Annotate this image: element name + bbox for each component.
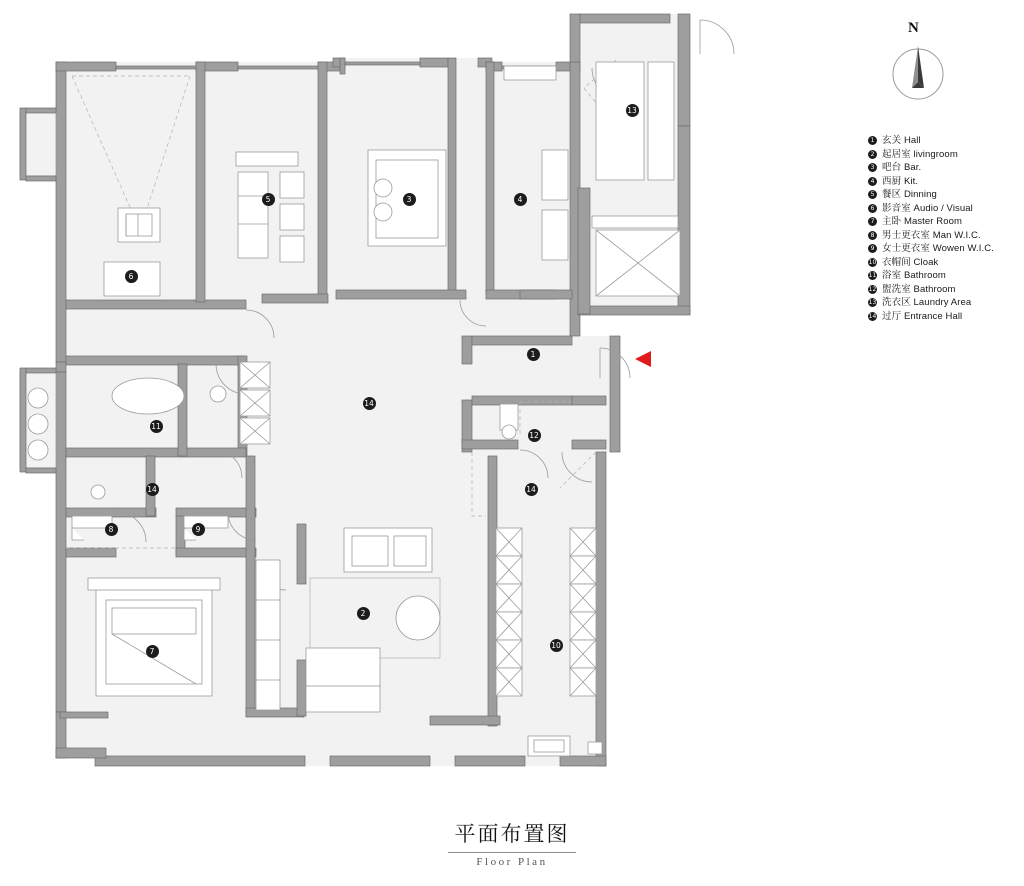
legend-label-7: 主卧 Master Room — [882, 216, 963, 227]
legend-item-10 — [868, 257, 1018, 268]
legend-badge-12: 12 — [868, 285, 877, 293]
legend-item-11 — [868, 270, 1018, 281]
legend-badge-5: 5 — [868, 190, 877, 199]
legend-item-12 — [868, 284, 1018, 295]
compass-north-label: N — [908, 20, 919, 36]
room-marker-12: 12 — [529, 430, 539, 440]
legend-item-6 — [868, 203, 1018, 214]
legend-badge-2: 2 — [868, 150, 877, 159]
legend-badge-4: 4 — [868, 177, 877, 186]
legend — [868, 135, 1018, 324]
legend-item-8 — [868, 230, 1018, 241]
legend-badge-11: 11 — [868, 272, 877, 279]
room-marker-10: 10 — [551, 640, 561, 650]
legend-item-1 — [868, 135, 1018, 146]
legend-badge-3: 3 — [868, 163, 877, 172]
legend-label-2: 起居室 livingroom — [882, 148, 958, 160]
room-marker-8: 8 — [105, 523, 118, 536]
room-marker-6: 6 — [125, 270, 138, 283]
red-arrow-marker — [633, 349, 655, 371]
legend-label-4: 西厨 Kit. — [882, 175, 919, 187]
legend-label-8: 男士更衣室 Man W.I.C. — [882, 229, 981, 241]
room-marker-14: 14 — [526, 484, 536, 494]
room-marker-7: 7 — [146, 645, 159, 658]
legend-badge-9: 9 — [868, 244, 877, 253]
compass-north-icon — [889, 38, 947, 110]
legend-label-9: 女士更衣室 Wowen W.I.C. — [882, 243, 994, 254]
room-marker-4: 4 — [514, 193, 527, 206]
legend-badge-7: 7 — [868, 217, 877, 226]
page-title-en: Floor Plan — [476, 856, 548, 868]
legend-badge-13: 13 — [868, 299, 877, 306]
legend-label-14: 过厅 Entrance Hall — [882, 310, 963, 322]
legend-label-11: 浴室 Bathroom — [882, 270, 946, 281]
room-marker-3: 3 — [403, 193, 416, 206]
compass — [889, 20, 947, 110]
legend-item-13 — [868, 297, 1018, 308]
legend-item-7 — [868, 216, 1018, 227]
legend-item-2 — [868, 149, 1018, 160]
legend-item-3 — [868, 162, 1018, 173]
title-block — [0, 818, 1024, 868]
legend-item-4 — [868, 176, 1018, 187]
legend-item-14 — [868, 311, 1018, 322]
legend-label-1: 玄关 Hall — [882, 135, 921, 146]
room-marker-1: 1 — [527, 348, 540, 361]
legend-label-3: 吧台 Bar. — [882, 162, 922, 173]
legend-item-9 — [868, 243, 1018, 254]
title-divider — [448, 852, 576, 853]
laundry-furniture — [592, 62, 680, 296]
room-marker-9: 9 — [192, 523, 205, 536]
legend-badge-10: 10 — [868, 258, 877, 266]
legend-label-5: 餐区 Dinning — [882, 189, 937, 200]
room-marker-11: 11 — [151, 421, 161, 431]
room-marker-14: 14 — [147, 484, 157, 494]
room-marker-14: 14 — [364, 398, 374, 408]
legend-badge-1: 1 — [868, 136, 877, 145]
legend-label-10: 衣帽间 Cloak — [882, 256, 939, 268]
room-marker-2: 2 — [357, 607, 370, 620]
legend-item-5 — [868, 189, 1018, 200]
legend-label-13: 洗衣区 Laundry Area — [882, 297, 972, 308]
page-title-cn: 平面布置图 — [454, 822, 570, 846]
legend-badge-8: 8 — [868, 231, 877, 240]
room-marker-13: 13 — [627, 105, 637, 115]
legend-badge-6: 6 — [868, 204, 877, 213]
legend-badge-14: 14 — [868, 312, 877, 320]
legend-label-6: 影音室 Audio / Visual — [882, 202, 973, 214]
legend-label-12: 盥洗室 Bathroom — [882, 283, 956, 295]
room-marker-5: 5 — [262, 193, 275, 206]
